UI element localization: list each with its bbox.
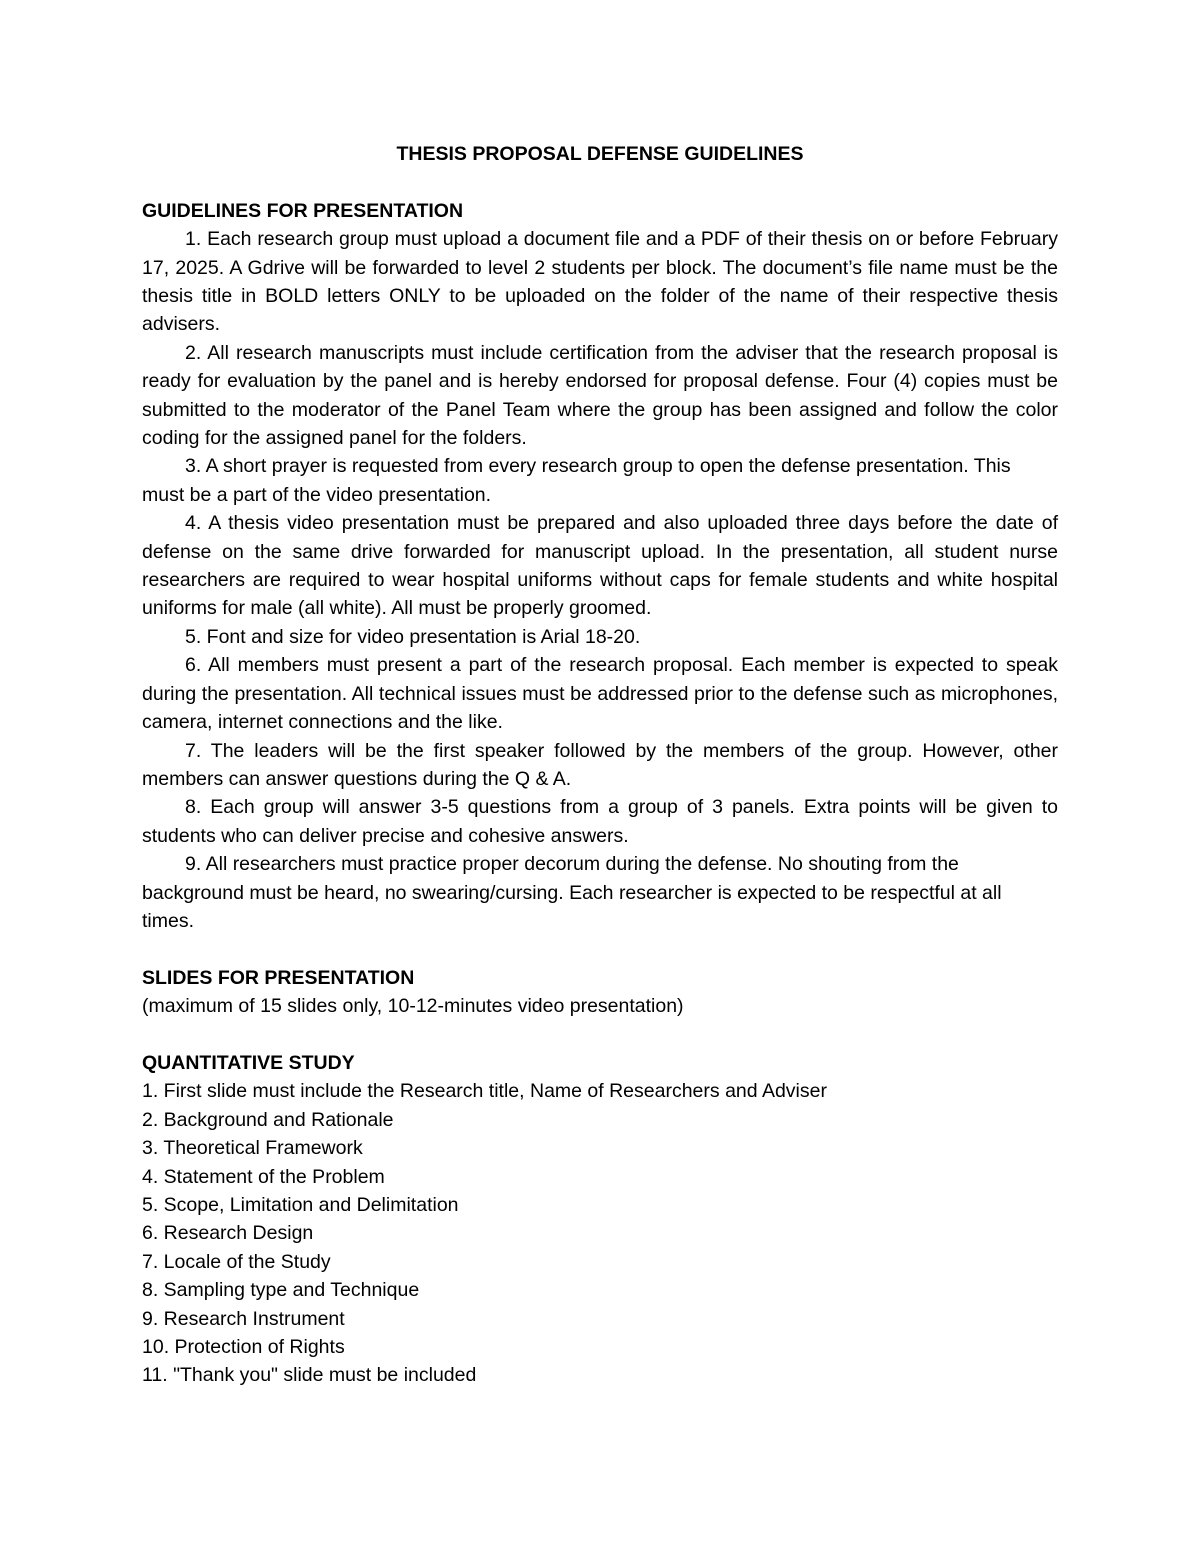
list-item: 3. Theoretical Framework [142, 1137, 363, 1160]
guideline-item-3: 3. A short prayer is requested from every research group to open the defense presentation. This must be a part of the video presentation. [142, 455, 1011, 506]
list-item: 11. "Thank you" slide must be included [142, 1364, 477, 1387]
list-item: 6. Research Design [142, 1222, 314, 1245]
slides-section-note: (maximum of 15 slides only, 10-12-minutes video presentation) [142, 995, 684, 1018]
guideline-item-2: 2. All research manuscripts must include certification from the adviser that the research proposal is ready for evaluation by the panel and is hereby endorsed for proposal defense. Four (4) copies must be submitted to the moderator of the Panel Team where the group has been assigned and follow the color coding for the assigned panel for the folders. [142, 341, 1058, 450]
document-title: THESIS PROPOSAL DEFENSE GUIDELINES [396, 143, 804, 165]
guideline-item-6: 6. All members must present a part of the research proposal. Each member is expected to speak during the presentation. All technical issues must be addressed prior to the defense such as microphones, camera, internet connections and the like. [142, 654, 1058, 734]
list-item: 10. Protection of Rights [142, 1336, 345, 1359]
list-item: 2. Background and Rationale [142, 1108, 394, 1131]
guideline-item-5: 5. Font and size for video presentation is Arial 18-20. [185, 625, 641, 648]
section-spacer [142, 935, 1058, 963]
guideline-item-9: 9. All researchers must practice proper decorum during the defense. No shouting from the background must be heard, no swearing/cursing. Each researcher is expected to be respectful at all times. [142, 853, 1002, 932]
guideline-item-7: 7. The leaders will be the first speaker followed by the members of the group. However, other members can answer questions during the Q & A. [142, 739, 1058, 790]
quantitative-study-heading: QUANTITATIVE STUDY [142, 1051, 355, 1074]
presentation-guidelines-heading: GUIDELINES FOR PRESENTATION [142, 199, 464, 222]
section-spacer [142, 1021, 1058, 1049]
guideline-item-4: 4. A thesis video presentation must be prepared and also uploaded three days before the date of defense on the same drive forwarded for manuscript upload. In the presentation, all student nurse researchers are required to wear hospital uniforms without caps for female students and white hospital uniforms for male (all white). All must be properly groomed. [142, 512, 1058, 620]
guideline-item-1: 1. Each research group must upload a document file and a PDF of their thesis on or before February 17, 2025. A Gdrive will be forwarded to level 2 students per block. The document’s file name must be the thesis title in BOLD letters ONLY to be uploaded on the folder of the name of their respective thesis advisers. [142, 228, 1058, 336]
list-item: 4. Statement of the Problem [142, 1165, 385, 1188]
list-item: 9. Research Instrument [142, 1307, 345, 1330]
slides-section-heading: SLIDES FOR PRESENTATION [142, 966, 415, 989]
list-item: 8. Sampling type and Technique [142, 1279, 420, 1302]
quantitative-slide-list [142, 1077, 1058, 1389]
document-page [142, 140, 1058, 1390]
list-item: 7. Locale of the Study [142, 1250, 331, 1273]
guideline-item-8: 8. Each group will answer 3-5 questions from a group of 3 panels. Extra points will be given to students who can deliver precise and cohesive answers. [142, 796, 1058, 847]
list-item: 5. Scope, Limitation and Delimitation [142, 1193, 459, 1216]
list-item: 1. First slide must include the Research title, Name of Researchers and Adviser [142, 1080, 827, 1103]
